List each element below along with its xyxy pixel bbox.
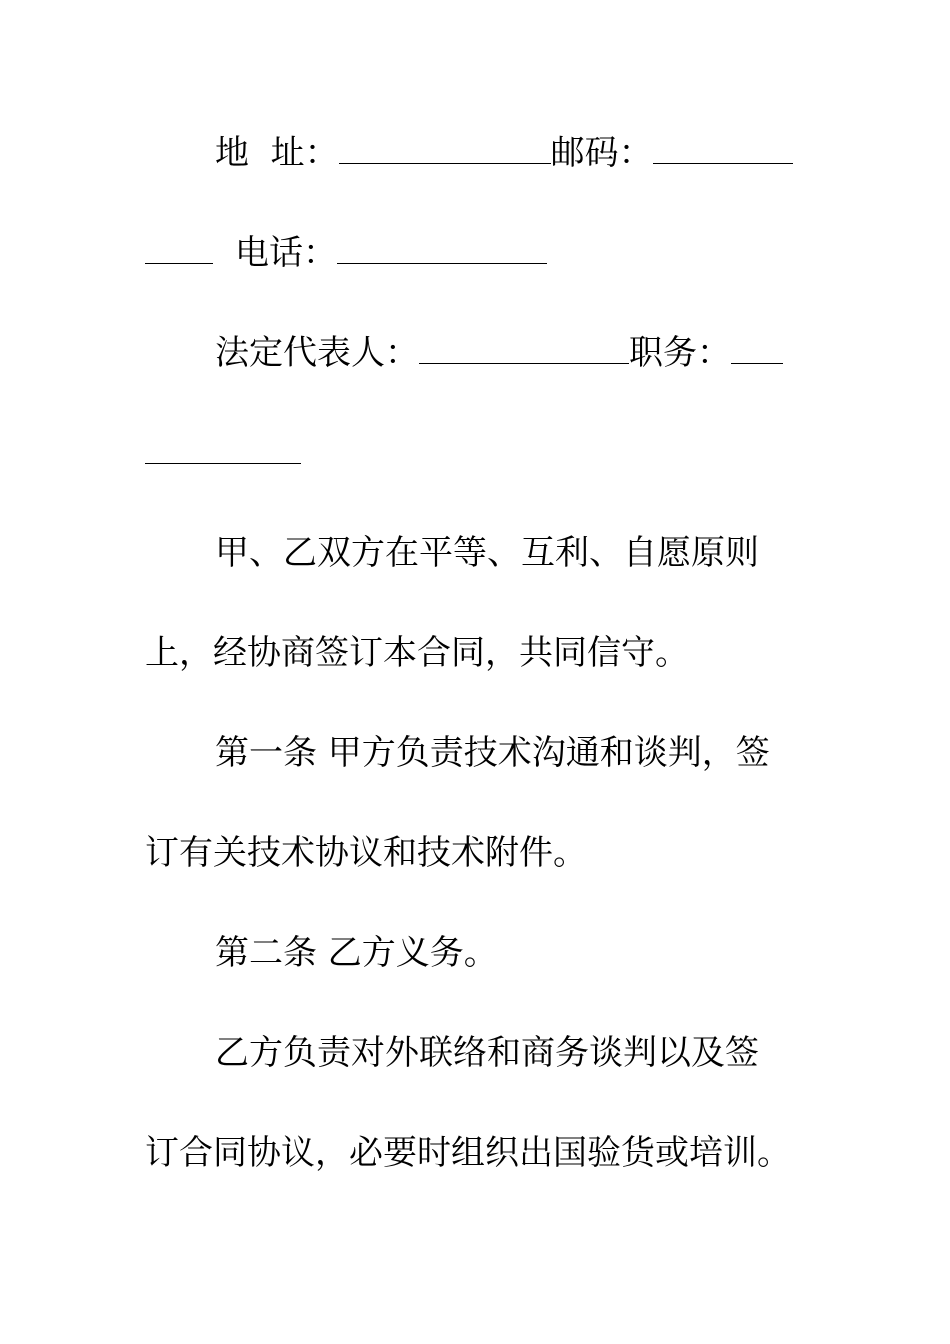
legal-rep-blank[interactable] [419,328,629,378]
paragraph-1-line-1: 甲、乙双方在平等、互利、自愿原则 [215,533,759,573]
legal-rep-label: 法定代表人： [215,333,419,373]
postcode-blank-continued[interactable] [145,228,213,278]
paragraph-4-line-1: 乙方负责对外联络和商务谈判以及签 [215,1033,759,1073]
position-blank-continued[interactable] [145,428,301,478]
phone-blank[interactable] [337,228,547,278]
paragraph-3-line-1: 第二条 乙方义务。 [215,933,498,973]
paragraph-2-line-1: 第一条 甲方负责技术沟通和谈判，签 [215,733,770,773]
phone-line [145,228,795,278]
paragraph-2-line-2: 订有关技术协议和技术附件。 [145,833,587,873]
address-label: 地 址： [215,133,339,173]
position-label: 职务： [629,333,731,373]
address-line [215,128,795,178]
phone-label: 电话： [235,233,337,273]
position-blank[interactable] [731,328,783,378]
postcode-blank[interactable] [653,128,793,178]
paragraph-1-line-2: 上，经协商签订本合同，共同信守。 [145,633,689,673]
legal-rep-line [215,328,795,378]
postcode-label: 邮码： [550,133,653,173]
address-blank[interactable] [339,128,551,178]
position-continued-line [145,428,795,478]
paragraph-4-line-2: 订合同协议，必要时组织出国验货或培训。 [145,1133,791,1173]
